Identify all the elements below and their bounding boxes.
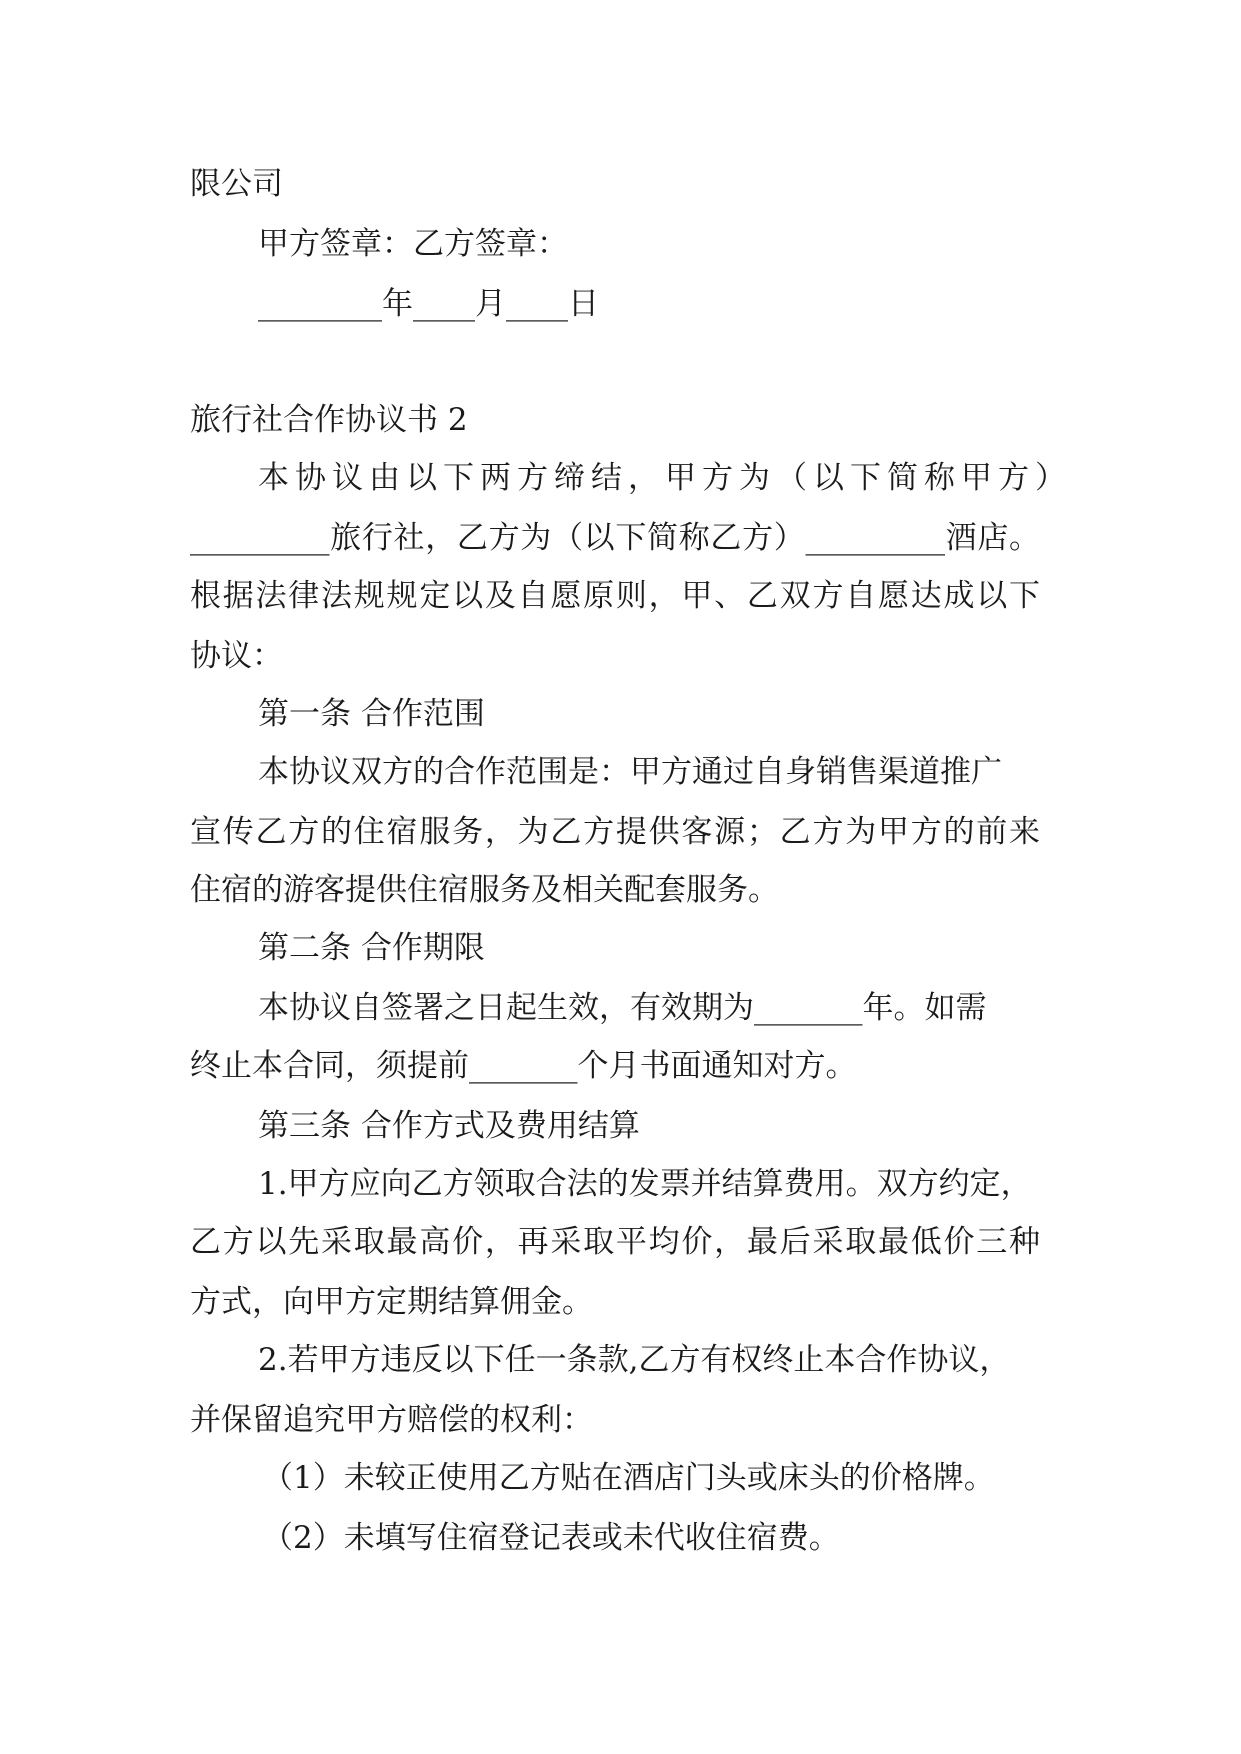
article-3-heading: 第三条 合作方式及费用结算 [258,1108,640,1144]
intro-line: 根据法律法规规定以及自愿原则，甲、乙双方自愿达成以下 [190,578,1040,614]
article-2-line: 终止本合同，须提前_______个月书面通知对方。 [190,1048,857,1084]
article-2-line: 本协议自签署之日起生效，有效期为_______年。如需 [258,990,987,1026]
article-3-sub-item: （1）未较正使用乙方贴在酒店门头或床头的价格牌。 [262,1460,995,1496]
intro-line: _________旅行社，乙方为（以下简称乙方）_________酒店。 [190,520,1040,556]
article-3-item-1-line: 乙方以先采取最高价，再采取平均价，最后采取最低价三种 [190,1224,1040,1260]
article-1-heading: 第一条 合作范围 [258,696,485,732]
article-3-sub-item: （2）未填写住宿登记表或未代收住宿费。 [262,1520,840,1556]
intro-line: 本协议由以下两方缔结，甲方为（以下简称甲方） [258,460,1072,496]
document-title: 旅行社合作协议书 2 [190,402,468,438]
article-3-item-1-line: 方式，向甲方定期结算佣金。 [190,1284,593,1320]
article-3-item-2-line: 并保留追究甲方赔偿的权利： [190,1402,593,1438]
article-3-item-2-line: 2.若甲方违反以下任一条款,乙方有权终止本合作协议， [258,1342,1011,1378]
article-3-item-1-line: 1.甲方应向乙方领取合法的发票并结算费用。双方约定， [258,1166,1032,1202]
article-1-line: 本协议双方的合作范围是：甲方通过自身销售渠道推广 [258,754,1002,790]
signature-line: 甲方签章：乙方签章： [258,226,568,262]
article-2-heading: 第二条 合作期限 [258,930,485,966]
intro-line: 协议： [190,638,283,674]
article-1-line: 住宿的游客提供住宿服务及相关配套服务。 [190,872,779,908]
company-name-tail: 限公司 [190,166,283,202]
date-line: ________年____月____日 [258,286,599,322]
article-1-line: 宣传乙方的住宿服务，为乙方提供客源；乙方为甲方的前来 [190,814,1040,850]
